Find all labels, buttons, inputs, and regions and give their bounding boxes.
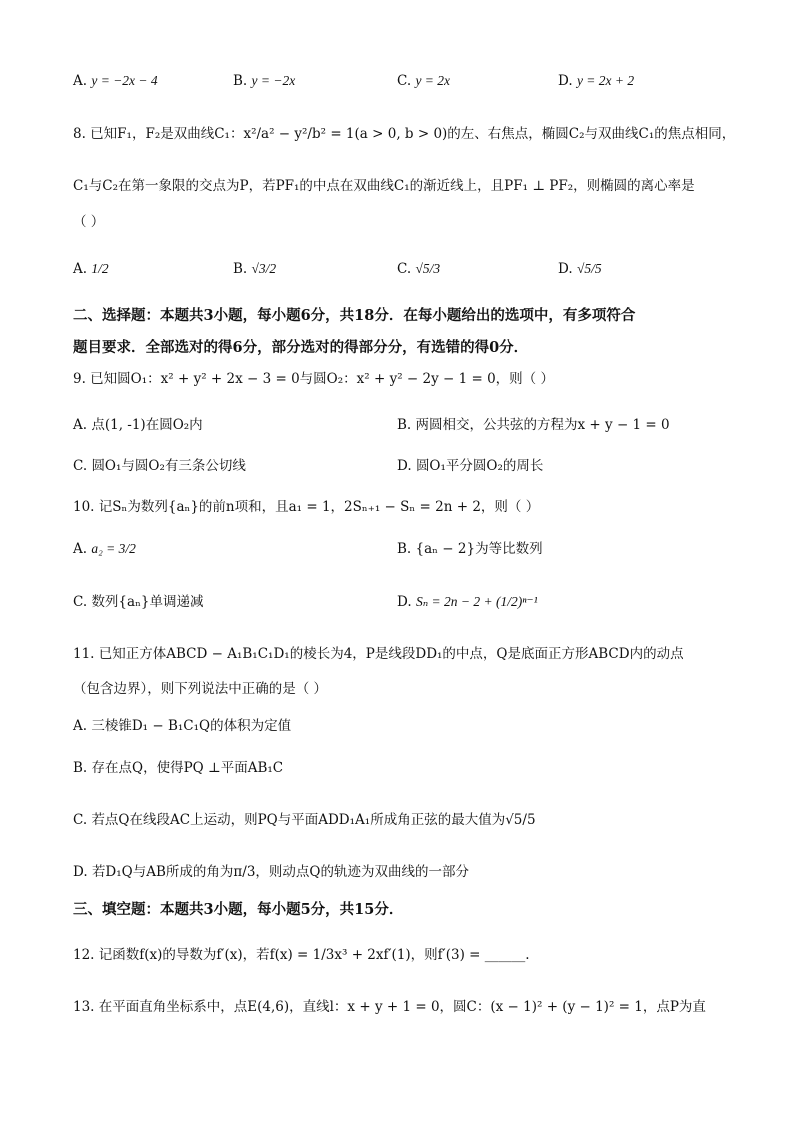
q12-stem: 12. 记函数f(x)的导数为f′(x)，若f(x) = 1/3x³ + 2xf′(1)，则f′(3) = ______.: [73, 947, 530, 963]
q7-option-b: B. y = −2x: [233, 73, 296, 89]
q10-stem: 10. 记Sₙ为数列{aₙ}的前n项和，且a₁ = 1，2Sₙ₊₁ − Sₙ = 2n + 2，则（ ）: [73, 499, 540, 515]
q11-option-c: C. 若点Q在线段AC上运动，则PQ与平面ADD₁A₁所成角正弦的最大值为√5/5: [73, 812, 536, 828]
q8-stem-line2: C₁与C₂在第一象限的交点为P，若PF₁的中点在双曲线C₁的渐近线上，且PF₁ ⊥ PF₂，则椭圆的离心率是: [73, 178, 695, 194]
q13-stem: 13. 在平面直角坐标系中，点E(4,6)，直线l：x + y + 1 = 0，圆C：(x − 1)² + (y − 1)² = 1，点P为直: [73, 999, 706, 1015]
section2-heading-line2: 题目要求．全部选对的得6分，部分选对的得部分分，有选错的得0分．: [73, 339, 529, 356]
section2-heading-line1: 二、选择题：本题共3小题，每小题6分，共18分．在每小题给出的选项中，有多项符合: [73, 307, 636, 324]
q9-option-d: D. 圆O₁平分圆O₂的周长: [397, 458, 544, 474]
q7-option-c: C. y = 2x: [397, 73, 451, 89]
q8-stem-line1: 8. 已知F₁，F₂是双曲线C₁：x²/a² − y²/b² = 1(a > 0, b > 0)的左、右焦点，椭圆C₂与双曲线C₁的焦点相同，: [73, 126, 736, 142]
q8-option-d: D. √5/5: [558, 261, 602, 277]
q9-option-b: B. 两圆相交，公共弦的方程为x + y − 1 = 0: [397, 417, 670, 433]
q10-option-c: C. 数列{aₙ}单调递减: [73, 594, 204, 610]
q9-option-c: C. 圆O₁与圆O₂有三条公切线: [73, 458, 246, 474]
q9-stem: 9. 已知圆O₁：x² + y² + 2x − 3 = 0与圆O₂：x² + y² − 2y − 1 = 0，则（ ）: [73, 371, 554, 387]
q11-option-d: D. 若D₁Q与AB所成的角为π/3，则动点Q的轨迹为双曲线的一部分: [73, 864, 469, 880]
q8-stem-line3: （ ）: [73, 214, 105, 230]
section3-heading: 三、填空题：本题共3小题，每小题5分，共15分．: [73, 901, 404, 918]
q10-option-b: B. {aₙ − 2}为等比数列: [397, 541, 543, 557]
q7-option-d: D. y = 2x + 2: [558, 73, 635, 89]
q10-option-d: D. Sₙ = 2n − 2 + (1/2)ⁿ⁻¹: [397, 594, 538, 610]
q10-option-a: A. a₂ = 3/2: [73, 541, 136, 557]
q11-option-b: B. 存在点Q，使得PQ ⊥平面AB₁C: [73, 760, 284, 776]
q11-option-a: A. 三棱锥D₁ − B₁C₁Q的体积为定值: [73, 718, 292, 734]
q9-option-a: A. 点(1, -1)在圆O₂内: [73, 417, 203, 433]
q8-option-a: A. 1/2: [73, 261, 109, 277]
q8-option-b: B. √3/2: [233, 261, 277, 277]
q7-option-a: A. y = −2x − 4: [73, 73, 158, 89]
q11-stem-line2: （包含边界），则下列说法中正确的是（ ）: [73, 681, 328, 697]
q11-stem-line1: 11. 已知正方体ABCD − A₁B₁C₁D₁的棱长为4，P是线段DD₁的中点，Q是底面正方形ABCD内的动点: [73, 646, 684, 662]
q8-option-c: C. √5/3: [397, 261, 441, 277]
